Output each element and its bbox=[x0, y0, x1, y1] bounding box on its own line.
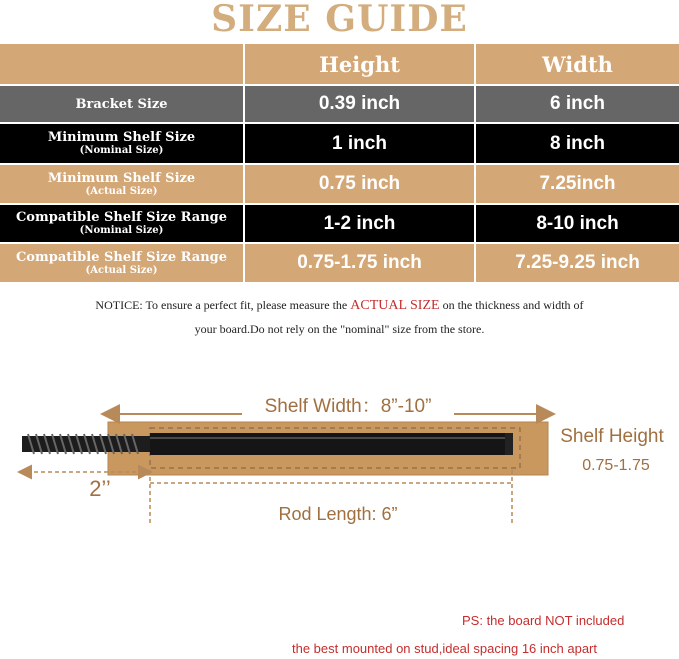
row-height-cell bbox=[245, 86, 474, 122]
row-width-cell bbox=[476, 244, 679, 282]
table-row bbox=[0, 124, 679, 163]
row-height: 0.75 inch bbox=[318, 173, 401, 194]
table-header-row bbox=[0, 44, 679, 84]
table-row bbox=[0, 205, 679, 242]
row-width-cell bbox=[476, 86, 679, 122]
row-label-cell bbox=[0, 244, 243, 282]
row-label-cell bbox=[0, 205, 243, 242]
row-width: 7.25-9.25 inch bbox=[515, 252, 640, 273]
row-width-cell bbox=[476, 165, 679, 203]
row-height: 0.39 inch bbox=[318, 93, 401, 114]
table-row bbox=[0, 165, 679, 203]
row-sublabel: (Actual Size) bbox=[85, 185, 158, 197]
row-width: 6 inch bbox=[550, 93, 605, 114]
notice-text-2: on the thickness and width of bbox=[439, 298, 584, 312]
row-label: Bracket Size bbox=[75, 96, 168, 112]
rod bbox=[150, 433, 512, 455]
row-label-cell bbox=[0, 124, 243, 163]
header-height: Height bbox=[319, 51, 400, 77]
row-height-cell bbox=[245, 124, 474, 163]
row-label: Compatible Shelf Size Range bbox=[15, 210, 228, 225]
screw-length-label: 2’’ bbox=[89, 476, 111, 501]
row-sublabel: (Nominal Size) bbox=[79, 145, 164, 156]
row-label-cell bbox=[0, 86, 243, 122]
table-row bbox=[0, 244, 679, 282]
row-label: Minimum Shelf Size bbox=[47, 130, 196, 145]
shelf-width-label: Shelf Width：8”-10” bbox=[264, 396, 432, 417]
notice-highlight: ACTUAL SIZE bbox=[350, 298, 440, 313]
shelf-height-label: Shelf Height bbox=[560, 426, 664, 447]
mount-note: the best mounted on stud,ideal spacing 16 inch apart bbox=[292, 641, 597, 656]
row-height-cell bbox=[245, 244, 474, 282]
row-height-cell bbox=[245, 205, 474, 242]
row-sublabel: (Nominal Size) bbox=[79, 225, 164, 236]
row-height: 0.75-1.75 inch bbox=[297, 252, 422, 273]
header-empty-cell bbox=[0, 44, 243, 84]
row-width: 8-10 inch bbox=[536, 212, 619, 234]
row-width-cell bbox=[476, 205, 679, 242]
notice-line-2: your board.Do not rely on the "nominal" size from the store. bbox=[194, 322, 485, 336]
shelf-diagram bbox=[0, 370, 679, 550]
rod-length-label: Rod Length: 6” bbox=[278, 504, 398, 524]
row-height-cell bbox=[245, 165, 474, 203]
ps-note: PS: the board NOT included bbox=[462, 613, 625, 628]
row-sublabel: (Actual Size) bbox=[85, 264, 158, 276]
row-width-cell bbox=[476, 124, 679, 163]
row-height: 1 inch bbox=[332, 132, 387, 154]
table-row bbox=[0, 86, 679, 122]
row-height: 1-2 inch bbox=[323, 212, 396, 234]
page-title: SIZE GUIDE bbox=[211, 0, 468, 40]
row-label: Compatible Shelf Size Range bbox=[15, 249, 228, 265]
header-height-cell bbox=[245, 44, 474, 84]
header-width-cell bbox=[476, 44, 679, 84]
row-label: Minimum Shelf Size bbox=[47, 170, 196, 186]
header-width: Width bbox=[542, 51, 613, 77]
shelf-height-value: 0.75-1.75 bbox=[582, 457, 650, 474]
row-width: 8 inch bbox=[550, 132, 605, 154]
notice-text-1: NOTICE: To ensure a perfect fit, please measure the bbox=[95, 298, 351, 312]
notice-line-1 bbox=[0, 298, 679, 314]
row-label-cell bbox=[0, 165, 243, 203]
row-width: 7.25inch bbox=[539, 173, 616, 194]
